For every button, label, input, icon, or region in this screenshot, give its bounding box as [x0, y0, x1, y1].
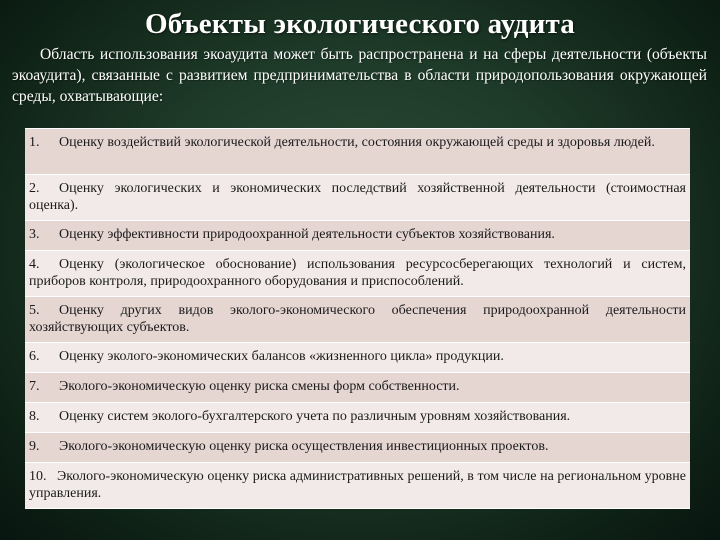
item-text: Оценку эффективности природоохранной деятельности субъектов хозяйствования.	[59, 227, 555, 242]
item-number: 9.	[29, 439, 40, 454]
item-number: 2.	[29, 181, 40, 196]
list-item	[25, 433, 690, 463]
item-number: 1.	[29, 135, 40, 150]
item-number: 8.	[29, 409, 40, 424]
list-item	[25, 463, 690, 509]
item-text: Оценку воздействий экологической деятельности, состояния окружающей среды и здоровья людей.	[59, 135, 655, 150]
list-item	[25, 343, 690, 373]
item-number: 10.	[29, 469, 47, 484]
item-text: Оценку эколого-экономических балансов «жизненного цикла» продукции.	[59, 349, 504, 364]
list-item	[25, 373, 690, 403]
item-text: Оценку систем эколого-бухгалтерского учета по различным уровням хозяйствования.	[59, 409, 571, 424]
intro-paragraph: Область использования экоаудита может быть распространена и на сферы деятельности (объекты экоаудита), связанные с развитием предпринимательства в области природопользования окружающей среды, охватывающие:	[12, 46, 707, 105]
item-text: Оценку (экологическое обоснование) использования ресурсосберегающих технологий и систем, приборов контроля, природоохранного оборудования и приспособлений.	[29, 257, 686, 289]
list-item	[25, 175, 690, 221]
item-number: 3.	[29, 227, 40, 242]
list-item	[25, 129, 690, 175]
list-item	[25, 221, 690, 251]
list-item	[25, 403, 690, 433]
audit-objects-list	[25, 128, 690, 509]
item-text: Эколого-экономическую оценку риска смены форм собственности.	[59, 379, 460, 394]
item-text: Оценку экологических и экономических последствий хозяйственной деятельности (стоимостная оценка).	[29, 181, 686, 213]
list-item	[25, 251, 690, 297]
list-item	[25, 297, 690, 343]
item-number: 5.	[29, 303, 40, 318]
slide-title: Объекты экологического аудита	[144, 8, 576, 40]
item-text: Эколого-экономическую оценку риска административных решений, в том числе на региональном уровне управления.	[29, 469, 686, 501]
item-number: 4.	[29, 257, 40, 272]
item-text: Эколого-экономическую оценку риска осуществления инвестиционных проектов.	[59, 439, 549, 454]
item-number: 6.	[29, 349, 40, 364]
item-number: 7.	[29, 379, 40, 394]
item-text: Оценку других видов эколого-экономического обеспечения природоохранной деятельности хозяйствующих субъектов.	[29, 303, 686, 335]
